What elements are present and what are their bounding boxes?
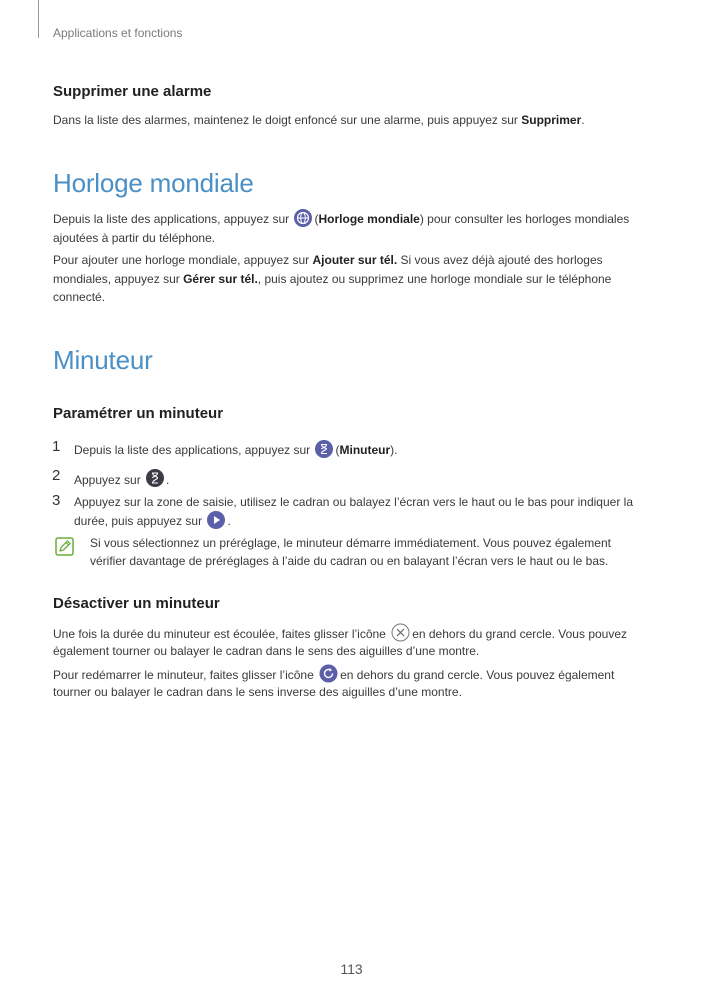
supprimer-text: [53, 111, 585, 130]
desactiver-p1-a: Une fois la durée du minuteur est écoulée, faites glisser l’icône: [53, 627, 386, 641]
supprimer-bold: Supprimer: [521, 113, 582, 127]
horloge-p2-a: Pour ajouter une horloge mondiale, appuyez sur: [53, 253, 313, 267]
desactiver-title: Désactiver un minuteur: [53, 595, 220, 612]
parametrer-title: Paramétrer un minuteur: [53, 405, 224, 422]
horloge-p2-bold1: Ajouter sur tél.: [312, 253, 398, 267]
note-line1: Si vous sélectionnez un préréglage, le minuteur démarre immédiatement. Vous pouvez également: [90, 536, 611, 550]
step-1-text: [74, 440, 398, 464]
note-pencil-icon: [55, 537, 74, 559]
step-3-line2: [74, 511, 231, 535]
minuteur-title: Minuteur: [53, 345, 153, 375]
step-1-c: ).: [390, 443, 398, 457]
horloge-p1-c: ) pour consulter les horloges mondiales: [419, 212, 630, 226]
horloge-title: Horloge mondiale: [53, 168, 254, 198]
step-1-b: (: [335, 443, 340, 457]
supprimer-text-b: .: [581, 113, 585, 127]
step-number: 1: [52, 438, 61, 455]
horloge-p1-bold: Horloge mondiale: [318, 212, 420, 226]
desactiver-p2-b: en dehors du grand cercle. Vous pouvez également: [340, 668, 615, 682]
step-2-text: [74, 468, 169, 494]
horloge-p2-d: , puis ajoutez ou supprimez une horloge mondiale sur le téléphone: [257, 272, 612, 286]
page-number: 113: [340, 961, 363, 977]
horloge-p1-a: Depuis la liste des applications, appuyez sur: [53, 212, 290, 226]
desactiver-p1-line2: également tourner ou balayer le cadran dans le sens des aiguilles d’une montre.: [53, 644, 480, 658]
desactiver-p2-a: Pour redémarrer le minuteur, faites glisser l’icône: [53, 668, 314, 682]
world-clock-icon: [294, 209, 312, 233]
step-number: 2: [52, 467, 61, 484]
margin-rule: [38, 0, 39, 38]
horloge-p2-line1: [53, 251, 603, 270]
supprimer-text-a: Dans la liste des alarmes, maintenez le doigt enfoncé sur une alarme, puis appuyez sur: [53, 113, 522, 127]
horloge-p2-bold2: Gérer sur tél.: [183, 272, 258, 286]
step-2-a: Appuyez sur: [74, 473, 141, 487]
running-header: Applications et fonctions: [53, 26, 183, 40]
play-icon: [207, 511, 225, 535]
step-3-b: durée, puis appuyez sur: [74, 514, 203, 528]
step-number: 3: [52, 492, 61, 509]
timer-app-icon: [315, 440, 333, 464]
horloge-p2-line2: [53, 270, 611, 289]
step-2-b: .: [166, 473, 170, 487]
horloge-p2-b: Si vous avez déjà ajouté des horloges: [397, 253, 603, 267]
horloge-p2-line3: connecté.: [53, 290, 106, 304]
step-3-c: .: [227, 514, 231, 528]
step-1-bold: Minuteur: [339, 443, 391, 457]
timer-presets-icon: [146, 468, 164, 494]
step-1-a: Depuis la liste des applications, appuyez sur: [74, 443, 311, 457]
supprimer-title: Supprimer une alarme: [53, 83, 212, 100]
horloge-p1-line2: ajoutées à partir du téléphone.: [53, 231, 216, 245]
note-line2: vérifier davantage de préréglages à l’aide du cadran ou en balayant l’écran vers le haut ou le bas.: [90, 554, 609, 568]
desactiver-p1-b: en dehors du grand cercle. Vous pouvez: [412, 627, 628, 641]
horloge-p1-b: (: [314, 212, 319, 226]
horloge-p2-c: mondiales, appuyez sur: [53, 272, 184, 286]
desactiver-p2-line2: tourner ou balayer le cadran dans le sens inverse des aiguilles d’une montre.: [53, 685, 462, 699]
step-3-line1: Appuyez sur la zone de saisie, utilisez le cadran ou balayez l’écran vers le haut ou le bas pour indiquer la: [74, 495, 633, 509]
